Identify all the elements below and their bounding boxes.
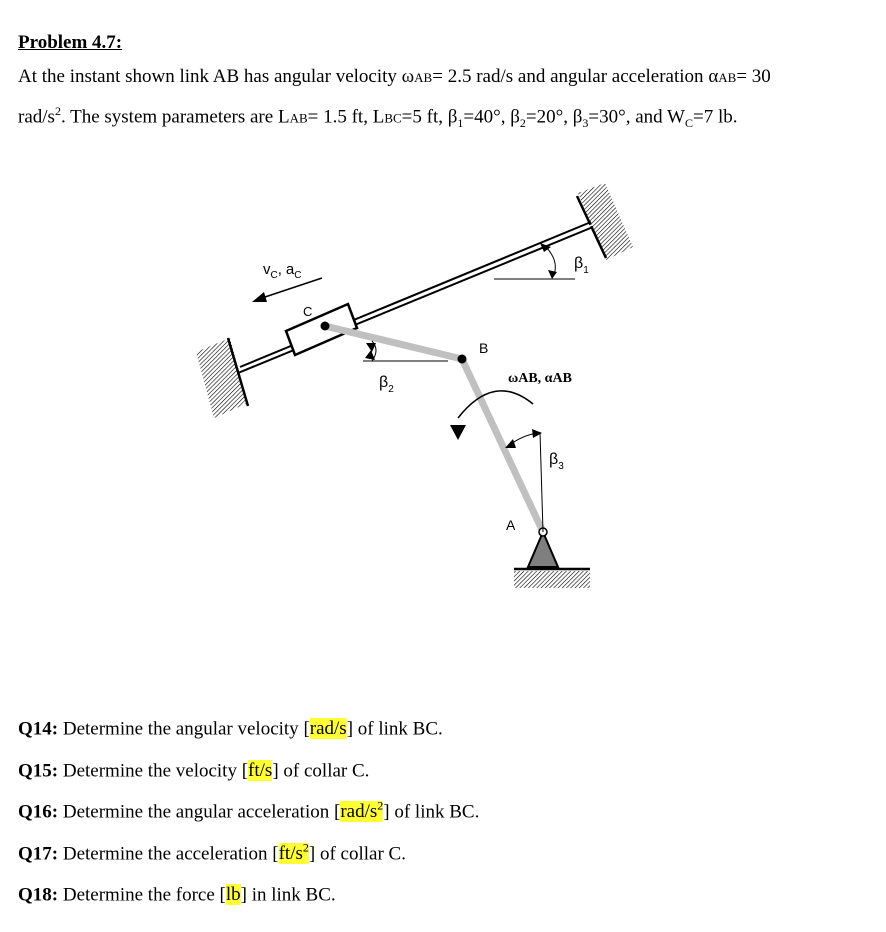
question-q16: Q16: Determine the angular acceleration $[rad/s^2]$ of link BC. [18, 799, 480, 823]
right-wall-support [577, 183, 633, 260]
problem-statement-line-2: rad/$s^2$. The system parameters are LAB= 1.5 ft, LBC=5 ft, $\beta_1=40^\circ$, $\beta_2=20^\circ$, $\beta_3=30^\circ$, and $W_C=7$ lb. [18, 104, 738, 131]
unit-highlight: rad/s [309, 718, 347, 740]
unit-highlight: lb [225, 884, 241, 906]
pin-b [458, 355, 467, 364]
pin-c [321, 322, 330, 331]
question-q14: Q14: Determine the angular velocity [rad/s] of link BC. [18, 718, 443, 740]
unit-highlight: rad/$s^2$ [340, 799, 384, 823]
label-b: B [479, 340, 489, 356]
question-q15: Q15: Determine the velocity [ft/s] of collar C. [18, 760, 370, 782]
label-c: C [303, 304, 313, 319]
label-beta2: $\beta_2$ [379, 374, 394, 395]
label-beta3: $\beta_3$ [549, 451, 564, 472]
question-q17: Q17: Determine the acceleration $[ft/s^2]$ of collar C. [18, 841, 406, 865]
label-beta1: $\beta_1$ [574, 255, 589, 276]
problem-statement-line-1: At the instant shown link AB has angular velocity ωAB= 2.5 rad/s and angular acceleration αAB= 30 [18, 66, 771, 87]
link-bc [325, 326, 462, 359]
unit-highlight: ft/s [248, 760, 273, 782]
pin-support-a [514, 528, 590, 588]
label-vc-ac: $v_C$, $a_C$ [263, 261, 302, 281]
collar-velocity-arrow [252, 278, 322, 302]
label-omega-alpha: ωAB, αAB [508, 371, 572, 386]
problem-title: Problem 4.7: [18, 32, 123, 53]
left-wall-support [196, 338, 248, 418]
question-q18: Q18: Determine the force [lb] in link BC. [18, 884, 336, 906]
label-a: A [506, 517, 516, 533]
unit-highlight: $ft/s^2$ [278, 841, 309, 865]
